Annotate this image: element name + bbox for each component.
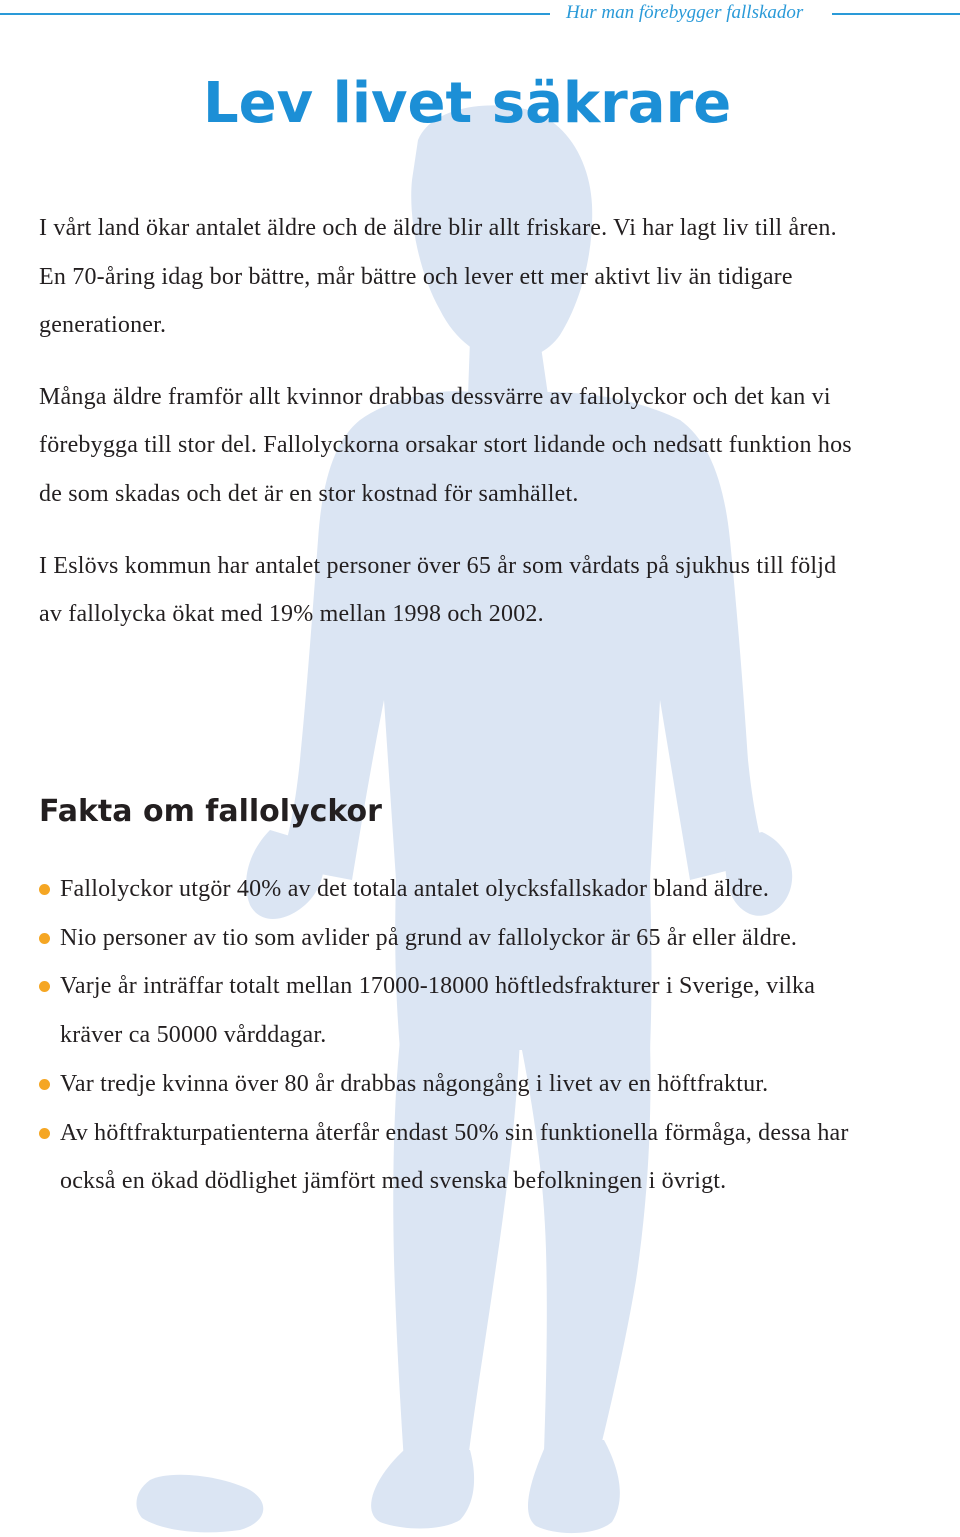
facts-heading: Fakta om fallolyckor	[39, 794, 382, 829]
facts-list	[39, 865, 869, 1206]
fact-text: Fallolyckor utgör 40% av det totala antalet olycksfallskador bland äldre.	[60, 876, 770, 902]
bullet-dot-icon	[39, 1128, 50, 1139]
page-title: Lev livet säkrare	[203, 71, 732, 136]
intro-paragraph: I vårt land ökar antalet äldre och de äldre blir allt friskare. Vi har lagt liv till åren. En 70-åring idag bor bättre, mår bättre och lever ett mer aktivt liv än tidigare generationer.	[39, 215, 837, 339]
header-rule-left	[0, 13, 550, 15]
bullet-dot-icon	[39, 884, 50, 895]
fact-text: Nio personer av tio som avlider på grund av fallolyckor är 65 år eller äldre.	[60, 924, 798, 951]
fact-text: Varje år inträffar totalt mellan 17000-18000 höftledsfrakturer i Sverige, vilka kräver ca 50000 vårddagar.	[60, 973, 816, 1049]
bullet-dot-icon	[39, 933, 50, 944]
fact-text: Av höftfrakturpatienterna återfår endast 50% sin funktionella förmåga, dessa har också en ökad dödlighet jämfört med svenska befolkningen i övrigt.	[60, 1119, 849, 1195]
intro-paragraph: I Eslövs kommun har antalet personer över 65 år som vårdats på sjukhus till följd av fallolycka ökat med 19% mellan 1998 och 2002.	[39, 552, 837, 628]
bullet-dot-icon	[39, 1079, 50, 1090]
intro-paragraph: Många äldre framför allt kvinnor drabbas dessvärre av fallolyckor och det kan vi förebygga till stor del. Fallolyckorna orsakar stort lidande och nedsatt funktion hos de som skadas och det är en stor kostnad för samhället.	[39, 383, 852, 507]
running-header: Hur man förebygger fallskador	[566, 2, 804, 23]
fact-item	[39, 914, 869, 963]
fact-item	[39, 865, 869, 914]
header-rule-right	[832, 13, 960, 15]
intro-text	[39, 204, 859, 662]
fact-text: Var tredje kvinna över 80 år drabbas någongång i livet av en höftfraktur.	[60, 1070, 769, 1097]
fact-item	[39, 962, 869, 1059]
bullet-dot-icon	[39, 981, 50, 992]
fact-item	[39, 1109, 869, 1206]
fact-item	[39, 1060, 869, 1109]
